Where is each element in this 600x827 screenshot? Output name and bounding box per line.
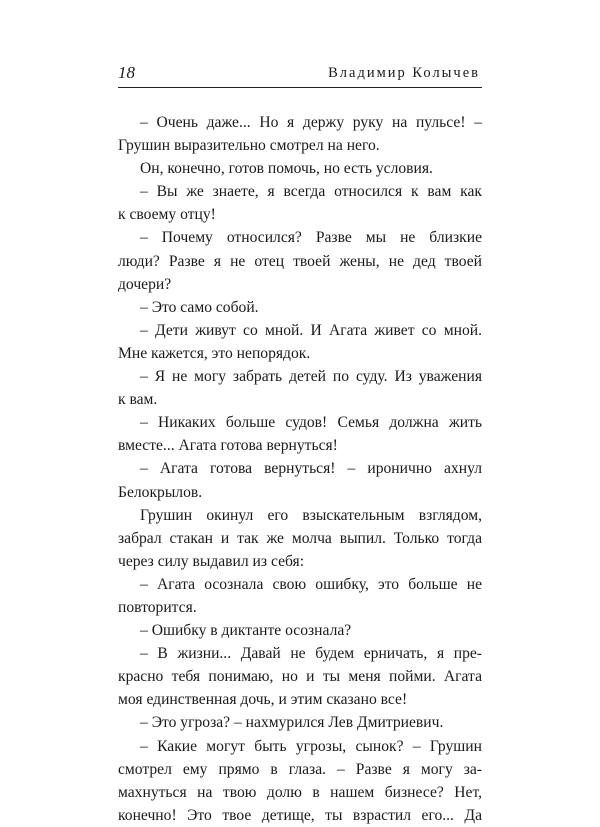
text-line: к вам. — [118, 391, 158, 409]
text-line: к своему отцу! — [118, 206, 216, 224]
text-line: – Это само собой. — [140, 298, 259, 316]
text-line: – Какие могут быть угрозы, сынок? – Грушин — [140, 737, 482, 755]
text-line: Он, конечно, готов помочь, но есть условия. — [140, 160, 433, 178]
text-line: – Почему относился? Разве мы не близкие — [140, 229, 482, 247]
text-line: – Вы же знаете, я всегда относился к вам как — [140, 183, 482, 201]
text-line: конечно! Это твое детище, ты взрастил его... Да — [118, 806, 482, 824]
text-line: Мне кажется, это непорядок. — [118, 344, 311, 362]
text-line: – Никаких больше судов! Семья должна жить — [140, 414, 482, 432]
text-line: вместе... Агата готова вернуться! — [118, 437, 338, 455]
body-text — [118, 111, 482, 827]
page-number: 18 — [118, 63, 135, 82]
text-line: – Я не могу забрать детей по суду. Из уважения — [140, 368, 482, 386]
text-line: – Это угроза? – нахмурился Лев Дмитриевич. — [140, 714, 444, 732]
text-line: Грушин окинул его взыскательным взглядом, — [140, 506, 482, 524]
text-line: – Агата готова вернуться! – иронично ахнул — [140, 460, 482, 478]
text-line: моя единственная дочь, и этим сказано все! — [118, 691, 408, 709]
text-line: – Агата осознала свою ошибку, это больше не — [140, 575, 482, 593]
text-line: повторится. — [118, 598, 197, 616]
text-line: – Очень даже... Но я держу руку на пульсе! – — [140, 114, 482, 131]
text-line: смотрел ему прямо в глаза. – Разве я могу за- — [118, 760, 482, 778]
text-line: дочери? — [118, 275, 172, 293]
text-line: – Ошибку в диктанте осознала? — [140, 622, 352, 640]
running-header-author: Владимир Колычев — [328, 65, 480, 81]
text-line: люди? Разве я не отец твоей жены, не дед твоей — [118, 252, 482, 270]
text-line: махнуться на твою долю в нашем бизнесе? Нет, — [118, 783, 482, 801]
text-line: красно тебя понимаю, но и ты меня пойми. Агата — [118, 668, 482, 686]
text-line: – Дети живут со мной. И Агата живет со мной. — [140, 321, 482, 339]
running-header — [118, 62, 480, 84]
header-rule — [118, 87, 482, 88]
text-line: Грушин выразительно смотрел на него. — [118, 137, 380, 155]
text-line: Белокрылов. — [118, 483, 203, 501]
text-line: через силу выдавил из себя: — [118, 552, 305, 570]
text-line: – В жизни... Давай не будем ерничать, я пре- — [140, 645, 482, 663]
text-line: забрал стакан и так же молча выпил. Только тогда — [118, 529, 482, 547]
